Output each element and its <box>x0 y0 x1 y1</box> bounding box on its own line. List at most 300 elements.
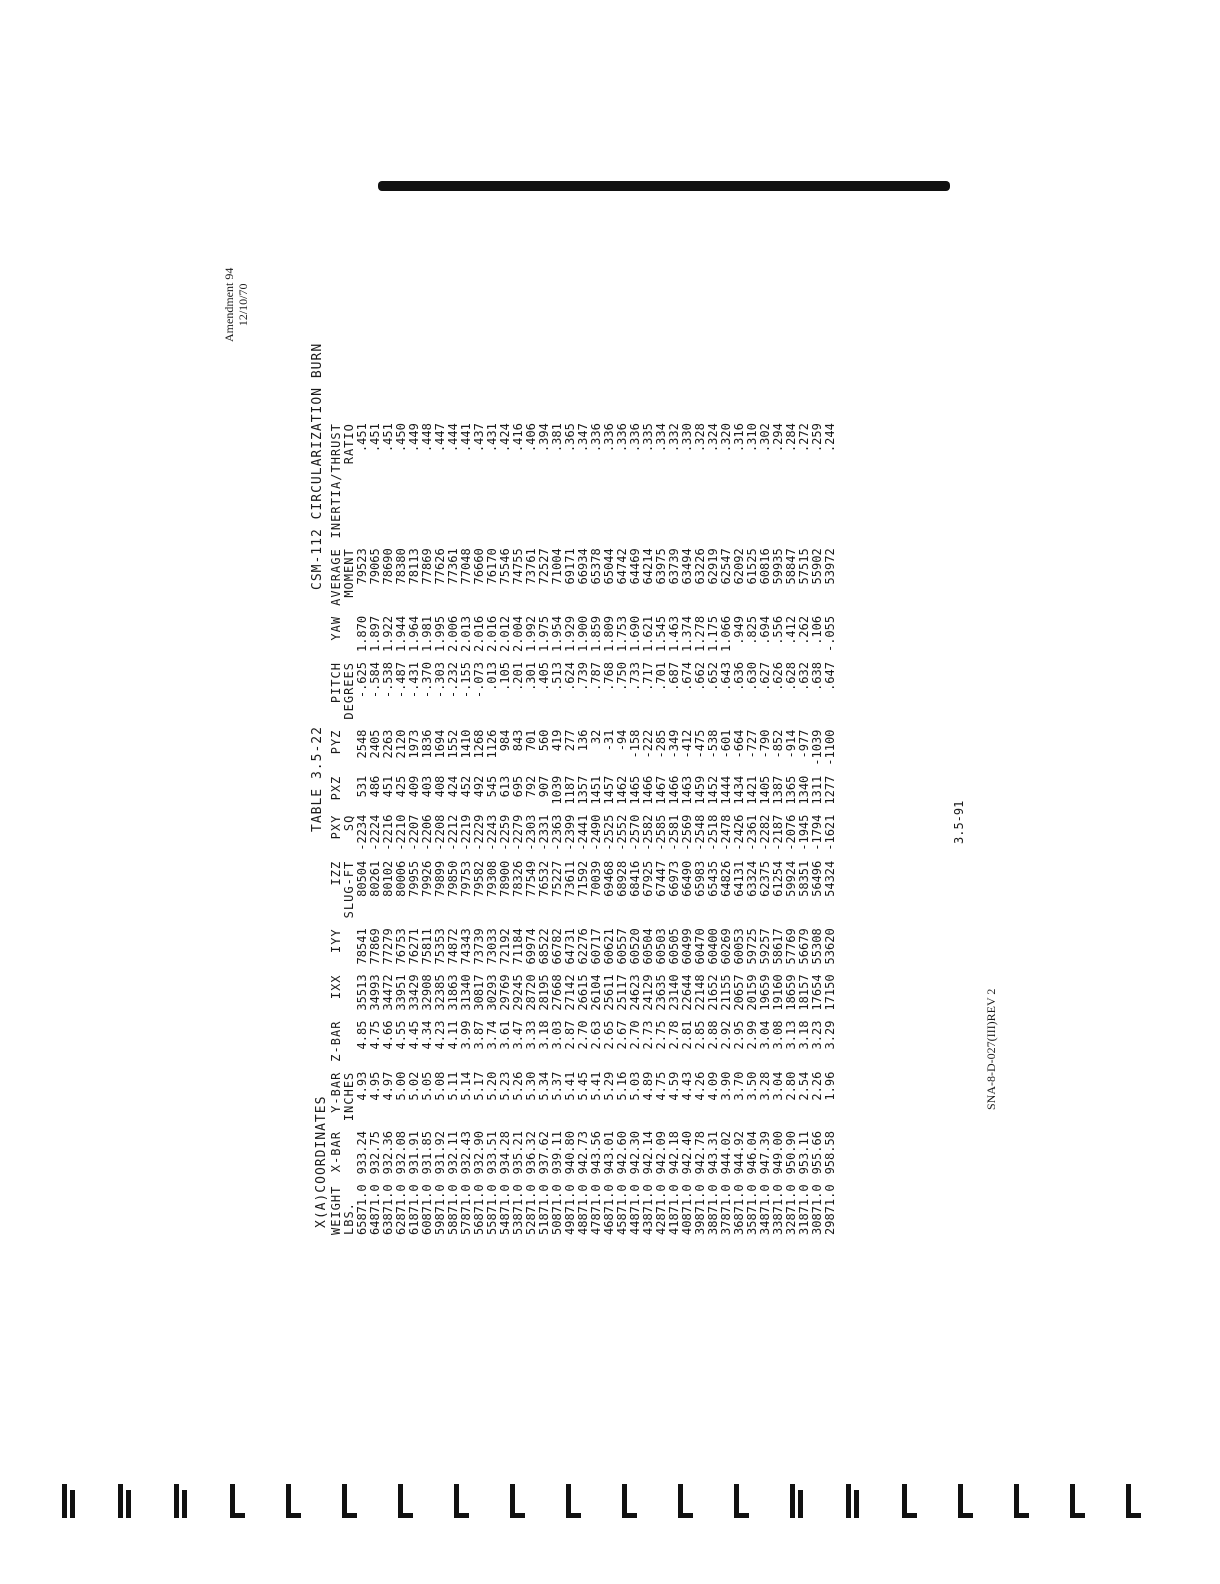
table-cell: 1.463 <box>667 615 681 653</box>
table-cell: 72527 <box>537 548 551 585</box>
amendment-date: 12/10/70 <box>236 283 250 327</box>
table-cell: .294 <box>771 423 785 453</box>
table-cell: -.232 <box>446 662 460 699</box>
table-cell: 4.97 <box>381 1071 395 1101</box>
table-cell: 4.26 <box>693 1071 707 1101</box>
table-cell: 18659 <box>784 974 798 1011</box>
column-header: IZZ <box>329 860 343 886</box>
table-cell: -.431 <box>407 662 421 699</box>
edge-mark <box>788 1484 806 1518</box>
table-cell: -2478 <box>719 814 733 851</box>
mass-properties-table <box>310 180 960 1240</box>
table-cell: -2399 <box>563 814 577 851</box>
table-cell: 60505 <box>667 928 681 965</box>
table-cell: 5.16 <box>615 1071 629 1101</box>
table-cell: 1.175 <box>706 615 720 653</box>
table-cell: -2303 <box>524 814 538 851</box>
table-cell: 136 <box>576 729 590 752</box>
table-cell: 944.92 <box>732 1131 746 1175</box>
table-cell: -2569 <box>680 814 694 851</box>
column-header: PYZ <box>329 729 343 755</box>
edge-mark <box>228 1484 246 1518</box>
table-cell: 2.006 <box>446 615 460 653</box>
table-cell: 942.60 <box>615 1131 629 1175</box>
table-cell: 69974 <box>524 928 538 965</box>
table-cell: -2259 <box>498 814 512 851</box>
edge-mark <box>900 1484 918 1518</box>
table-cell: .424 <box>498 423 512 453</box>
table-cell: 792 <box>524 775 538 798</box>
table-cell: 69171 <box>563 548 577 585</box>
table-cell: .449 <box>407 423 421 453</box>
table-cell: .750 <box>615 662 629 691</box>
table-cell: 60504 <box>641 928 655 965</box>
column-header: PXY <box>329 814 343 840</box>
edge-mark <box>1124 1484 1142 1518</box>
table-cell: 932.75 <box>368 1131 382 1175</box>
table-cell: -2525 <box>602 814 616 851</box>
table-cell: .441 <box>459 423 473 453</box>
table-cell: 5.41 <box>589 1071 603 1101</box>
table-cell: 5.23 <box>498 1071 512 1101</box>
table-cell: 4.66 <box>381 1020 395 1050</box>
table-cell: 72192 <box>498 928 512 965</box>
table-cell: .324 <box>706 423 720 453</box>
table-cell: 1.374 <box>680 615 694 653</box>
table-cell: 5.02 <box>407 1071 421 1101</box>
table-cell: 5.03 <box>628 1071 642 1101</box>
table-cell: -.487 <box>394 662 408 699</box>
table-cell: 60470 <box>693 928 707 965</box>
table-cell: 30817 <box>472 974 486 1011</box>
table-cell: 3.29 <box>823 1020 837 1050</box>
table-cell: -1100 <box>823 729 837 766</box>
table-cell: 62092 <box>732 548 746 585</box>
table-cell: 946.04 <box>745 1131 759 1175</box>
table-cell: 59725 <box>745 928 759 965</box>
table-cell: 943.31 <box>706 1131 720 1175</box>
table-cell: -2210 <box>394 814 408 851</box>
table-cell: 1444 <box>719 775 733 805</box>
table-cell: 5.11 <box>446 1071 460 1101</box>
table-cell: 3.03 <box>550 1020 564 1050</box>
table-cell: .451 <box>355 423 369 453</box>
column-header: IXX <box>329 974 343 1000</box>
table-cell: 74755 <box>511 548 525 585</box>
table-title: CSM-112 CIRCULARIZATION BURN <box>310 342 325 590</box>
amendment-label: Amendment 94 <box>222 267 236 342</box>
edge-mark <box>116 1484 134 1518</box>
table-cell: 54324 <box>823 860 837 897</box>
table-cell: 2.85 <box>693 1020 707 1050</box>
table-cell: -.073 <box>472 662 486 699</box>
table-cell: 52871.0 <box>524 1184 538 1235</box>
table-cell: 57871.0 <box>459 1184 473 1235</box>
table-cell: 60503 <box>654 928 668 965</box>
data-table <box>330 418 837 1240</box>
edge-mark <box>508 1484 526 1518</box>
table-cell: 59257 <box>758 928 772 965</box>
table-cell: 1.870 <box>355 615 369 653</box>
table-cell: 5.05 <box>420 1071 434 1101</box>
table-cell: 60053 <box>732 928 746 965</box>
table-cell: 56871.0 <box>472 1184 486 1235</box>
table-cell: 2120 <box>394 729 408 759</box>
table-cell: 942.78 <box>693 1131 707 1175</box>
table-cell: 64742 <box>615 548 629 585</box>
table-cell: 1421 <box>745 775 759 805</box>
table-cell: 78113 <box>407 548 421 585</box>
table-cell: -914 <box>784 729 798 759</box>
table-cell: -2585 <box>654 814 668 851</box>
table-cell: 932.43 <box>459 1131 473 1175</box>
table-body <box>356 418 837 1240</box>
table-cell: 1.995 <box>433 615 447 653</box>
table-cell: 29769 <box>498 974 512 1011</box>
table-cell: .643 <box>719 662 733 691</box>
table-cell: .444 <box>446 423 460 453</box>
table-cell: 1.690 <box>628 615 642 653</box>
table-cell: 60717 <box>589 928 603 965</box>
table-cell: 35871.0 <box>745 1184 759 1235</box>
table-cell: -.625 <box>355 662 369 699</box>
table-cell: 4.59 <box>667 1071 681 1101</box>
table-cell: 76170 <box>485 548 499 585</box>
table-cell: -1621 <box>823 814 837 851</box>
table-cell: -2441 <box>576 814 590 851</box>
table-cell: 77549 <box>524 860 538 897</box>
table-cell: -2243 <box>485 814 499 851</box>
table-cell: .336 <box>615 423 629 453</box>
table-cell: 70039 <box>589 860 603 897</box>
table-cell: 935.21 <box>511 1131 525 1175</box>
table-cell: 1268 <box>472 729 486 759</box>
table-cell: 62276 <box>576 928 590 965</box>
table-cell: 1452 <box>706 775 720 805</box>
edge-mark <box>1068 1484 1086 1518</box>
table-cell: 4.45 <box>407 1020 421 1050</box>
table-cell: 64731 <box>563 928 577 965</box>
table-cell: 64131 <box>732 860 746 897</box>
table-cell: 76271 <box>407 928 421 965</box>
table-cell: 24623 <box>628 974 642 1011</box>
table-cell: 77869 <box>368 928 382 965</box>
table-cell: 5.41 <box>563 1071 577 1101</box>
table-cell: 68522 <box>537 928 551 965</box>
table-cell: 56679 <box>797 928 811 965</box>
table-cell: -2216 <box>381 814 395 851</box>
table-cell: 1.900 <box>576 615 590 653</box>
table-cell: 545 <box>485 775 499 798</box>
table-cell: 80261 <box>368 860 382 897</box>
table-cell: 613 <box>498 775 512 798</box>
table-cell: .336 <box>602 423 616 453</box>
table-cell: 66782 <box>550 928 564 965</box>
table-cell: 936.32 <box>524 1131 538 1175</box>
table-cell: 3.08 <box>771 1020 785 1050</box>
column-header: INERTIA/THRUST <box>329 423 343 539</box>
table-cell: 2.012 <box>498 615 512 653</box>
table-cell: 3.74 <box>485 1020 499 1050</box>
table-cell: 79850 <box>446 860 460 897</box>
table-cell: 486 <box>368 775 382 798</box>
table-cell: 1126 <box>485 729 499 759</box>
table-cell: 1457 <box>602 775 616 805</box>
table-cell: .272 <box>797 423 811 453</box>
table-cell: .687 <box>667 662 681 691</box>
table-cell: 942.30 <box>628 1131 642 1175</box>
table-cell: 76660 <box>472 548 486 585</box>
table-cell: -2282 <box>758 814 772 851</box>
table-cell: 79753 <box>459 860 473 897</box>
table-cell: 560 <box>537 729 551 752</box>
table-cell: .636 <box>732 662 746 691</box>
table-cell: .627 <box>758 662 772 691</box>
table-cell: 75811 <box>420 928 434 965</box>
column-header: X-BAR <box>329 1131 343 1173</box>
table-cell: -790 <box>758 729 772 759</box>
table-cell: .556 <box>771 615 785 645</box>
table-cell: .450 <box>394 423 408 453</box>
table-cell: 1552 <box>446 729 460 759</box>
table-cell: 5.29 <box>602 1071 616 1101</box>
column-header: Z-BAR <box>329 1020 343 1062</box>
table-cell: 76753 <box>394 928 408 965</box>
column-header: IYY <box>329 928 343 954</box>
table-cell: 19160 <box>771 974 785 1011</box>
table-cell: 67925 <box>641 860 655 897</box>
edge-mark <box>284 1484 302 1518</box>
table-cell: 53871.0 <box>511 1184 525 1235</box>
table-cell: 1340 <box>797 775 811 805</box>
table-cell: 2.81 <box>680 1020 694 1050</box>
table-cell: 1.278 <box>693 615 707 653</box>
table-cell: 419 <box>550 729 564 752</box>
table-cell: 4.85 <box>355 1020 369 1050</box>
column-header: PITCH <box>329 662 343 704</box>
table-cell: 4.34 <box>420 1020 434 1050</box>
table-cell: -2212 <box>446 814 460 851</box>
table-cell: 934.28 <box>498 1131 512 1175</box>
table-cell: -2234 <box>355 814 369 851</box>
table-cell: 65435 <box>706 860 720 897</box>
table-cell: 2.65 <box>602 1020 616 1050</box>
table-cell: 1466 <box>641 775 655 805</box>
table-cell: 25117 <box>615 974 629 1011</box>
table-cell: 71592 <box>576 860 590 897</box>
table-cell: 34472 <box>381 974 395 1011</box>
table-cell: -727 <box>745 729 759 759</box>
table-cell: 3.04 <box>771 1071 785 1101</box>
table-cell: 5.45 <box>576 1071 590 1101</box>
table-cell: 62547 <box>719 548 733 585</box>
table-cell: 46871.0 <box>602 1184 616 1235</box>
table-cell: .310 <box>745 423 759 453</box>
table-cell: 950.90 <box>784 1131 798 1175</box>
table-cell: 74343 <box>459 928 473 965</box>
table-cell: 3.87 <box>472 1020 486 1050</box>
table-cell: 27668 <box>550 974 564 1011</box>
column-subheader: SQ <box>342 814 356 832</box>
page-edge-marks <box>60 1484 1150 1520</box>
table-cell: 34993 <box>368 974 382 1011</box>
edge-mark <box>956 1484 974 1518</box>
table-cell: 79582 <box>472 860 486 897</box>
table-cell: 1.975 <box>537 615 551 653</box>
table-cell: 1465 <box>628 775 642 805</box>
table-cell: 5.30 <box>524 1071 538 1101</box>
table-cell: .431 <box>485 423 499 453</box>
table-cell: .624 <box>563 662 577 691</box>
table-cell: 4.95 <box>368 1071 382 1101</box>
table-cell: 937.62 <box>537 1131 551 1175</box>
table-cell: .105 <box>498 662 512 691</box>
table-cell: 66934 <box>576 548 590 585</box>
table-cell: 27142 <box>563 974 577 1011</box>
table-cell: .330 <box>680 423 694 453</box>
table-cell: 62375 <box>758 860 772 897</box>
table-cell: -2363 <box>550 814 564 851</box>
table-cell: 59871.0 <box>433 1184 447 1235</box>
table-cell: 60499 <box>680 928 694 965</box>
table-cell: 18157 <box>797 974 811 1011</box>
table-cell: .381 <box>550 423 564 453</box>
table-cell: -2207 <box>407 814 421 851</box>
table-cell: 1.929 <box>563 615 577 653</box>
table-cell: 843 <box>511 729 525 752</box>
table-cell: 2.70 <box>628 1020 642 1050</box>
table-cell: 5.20 <box>485 1071 499 1101</box>
table-cell: 4.93 <box>355 1071 369 1101</box>
table-cell: 79926 <box>420 860 434 897</box>
table-cell: 75546 <box>498 548 512 585</box>
table-cell: 64826 <box>719 860 733 897</box>
table-cell: 22644 <box>680 974 694 1011</box>
table-cell: .447 <box>433 423 447 453</box>
table-cell: 947.39 <box>758 1131 772 1175</box>
table-cell: 3.23 <box>810 1020 824 1050</box>
table-cell: 79899 <box>433 860 447 897</box>
table-cell: 58871.0 <box>446 1184 460 1235</box>
table-cell: 4.11 <box>446 1020 460 1050</box>
table-cell: 45871.0 <box>615 1184 629 1235</box>
table-cell: 80006 <box>394 860 408 897</box>
table-cell: 942.18 <box>667 1131 681 1175</box>
table-cell: 73761 <box>524 548 538 585</box>
table-cell: 1387 <box>771 775 785 805</box>
table-cell: 409 <box>407 775 421 798</box>
edge-mark <box>732 1484 750 1518</box>
table-cell: -2224 <box>368 814 382 851</box>
table-cell: 21652 <box>706 974 720 1011</box>
table-cell: 31863 <box>446 974 460 1011</box>
amendment-block <box>222 268 250 342</box>
table-cell: 424 <box>446 775 460 798</box>
column-header: WEIGHT <box>329 1185 343 1235</box>
table-cell: 4.23 <box>433 1020 447 1050</box>
table-cell: .347 <box>576 423 590 453</box>
table-cell: -1794 <box>810 814 824 851</box>
table-cell: .787 <box>589 662 603 691</box>
table-cell: 69468 <box>602 860 616 897</box>
table-cell: .733 <box>628 662 642 691</box>
table-cell: .628 <box>784 662 798 691</box>
table-cell: .365 <box>563 423 577 453</box>
table-cell: 26104 <box>589 974 603 1011</box>
table-cell: 68928 <box>615 860 629 897</box>
table-cell: .301 <box>524 662 538 691</box>
table-cell: 76532 <box>537 860 551 897</box>
edge-mark <box>676 1484 694 1518</box>
table-cell: .335 <box>641 423 655 453</box>
table-cell: 3.28 <box>758 1071 772 1101</box>
table-cell: .768 <box>602 662 616 691</box>
table-cell: 2405 <box>368 729 382 759</box>
table-cell: 5.26 <box>511 1071 525 1101</box>
table-cell: -222 <box>641 729 655 759</box>
table-cell: 75353 <box>433 928 447 965</box>
table-cell: -.370 <box>420 662 434 699</box>
table-cell: -601 <box>719 729 733 759</box>
table-cell: 71184 <box>511 928 525 965</box>
table-cell: 79065 <box>368 548 382 585</box>
table-cell: 24129 <box>641 974 655 1011</box>
table-cell: 77869 <box>420 548 434 585</box>
table-cell: 80102 <box>381 860 395 897</box>
table-cell: 33951 <box>394 974 408 1011</box>
table-cell: 942.73 <box>576 1131 590 1175</box>
table-cell: 17150 <box>823 974 837 1011</box>
table-cell: .652 <box>706 662 720 691</box>
table-cell: 943.56 <box>589 1131 603 1175</box>
table-cell: 29245 <box>511 974 525 1011</box>
table-cell: 53620 <box>823 928 837 965</box>
table-cell: 38871.0 <box>706 1184 720 1235</box>
table-cell: 4.09 <box>706 1071 720 1101</box>
table-cell: .437 <box>472 423 486 453</box>
table-cell: 32385 <box>433 974 447 1011</box>
table-cell: 5.00 <box>394 1071 408 1101</box>
table-cell: 452 <box>459 775 473 798</box>
coordinates-label: X(A)COORDINATES <box>314 1095 329 1228</box>
table-cell: 60816 <box>758 548 772 585</box>
table-cell: 78900 <box>498 860 512 897</box>
table-cell: 56496 <box>810 860 824 897</box>
table-cell: .674 <box>680 662 694 691</box>
table-cell: 63494 <box>680 548 694 585</box>
table-cell: 942.09 <box>654 1131 668 1175</box>
table-cell: 63324 <box>745 860 759 897</box>
table-cell: .412 <box>784 615 798 645</box>
column-header: Y-BAR <box>329 1071 343 1113</box>
table-cell: 5.37 <box>550 1071 564 1101</box>
table-cell: 48871.0 <box>576 1184 590 1235</box>
table-cell: 3.04 <box>758 1020 772 1050</box>
table-cell: .259 <box>810 423 824 453</box>
table-cell: 1.066 <box>719 615 733 653</box>
table-cell: 933.24 <box>355 1131 369 1175</box>
table-cell: 933.51 <box>485 1131 499 1175</box>
table-cell: 68416 <box>628 860 642 897</box>
table-cell: 78326 <box>511 860 525 897</box>
table-cell: 28720 <box>524 974 538 1011</box>
table-cell: 20159 <box>745 974 759 1011</box>
table-cell: 2.67 <box>615 1020 629 1050</box>
table-cell: 940.80 <box>563 1131 577 1175</box>
table-cell: 40871.0 <box>680 1184 694 1235</box>
table-cell: 1187 <box>563 775 577 805</box>
table-cell: 34871.0 <box>758 1184 772 1235</box>
